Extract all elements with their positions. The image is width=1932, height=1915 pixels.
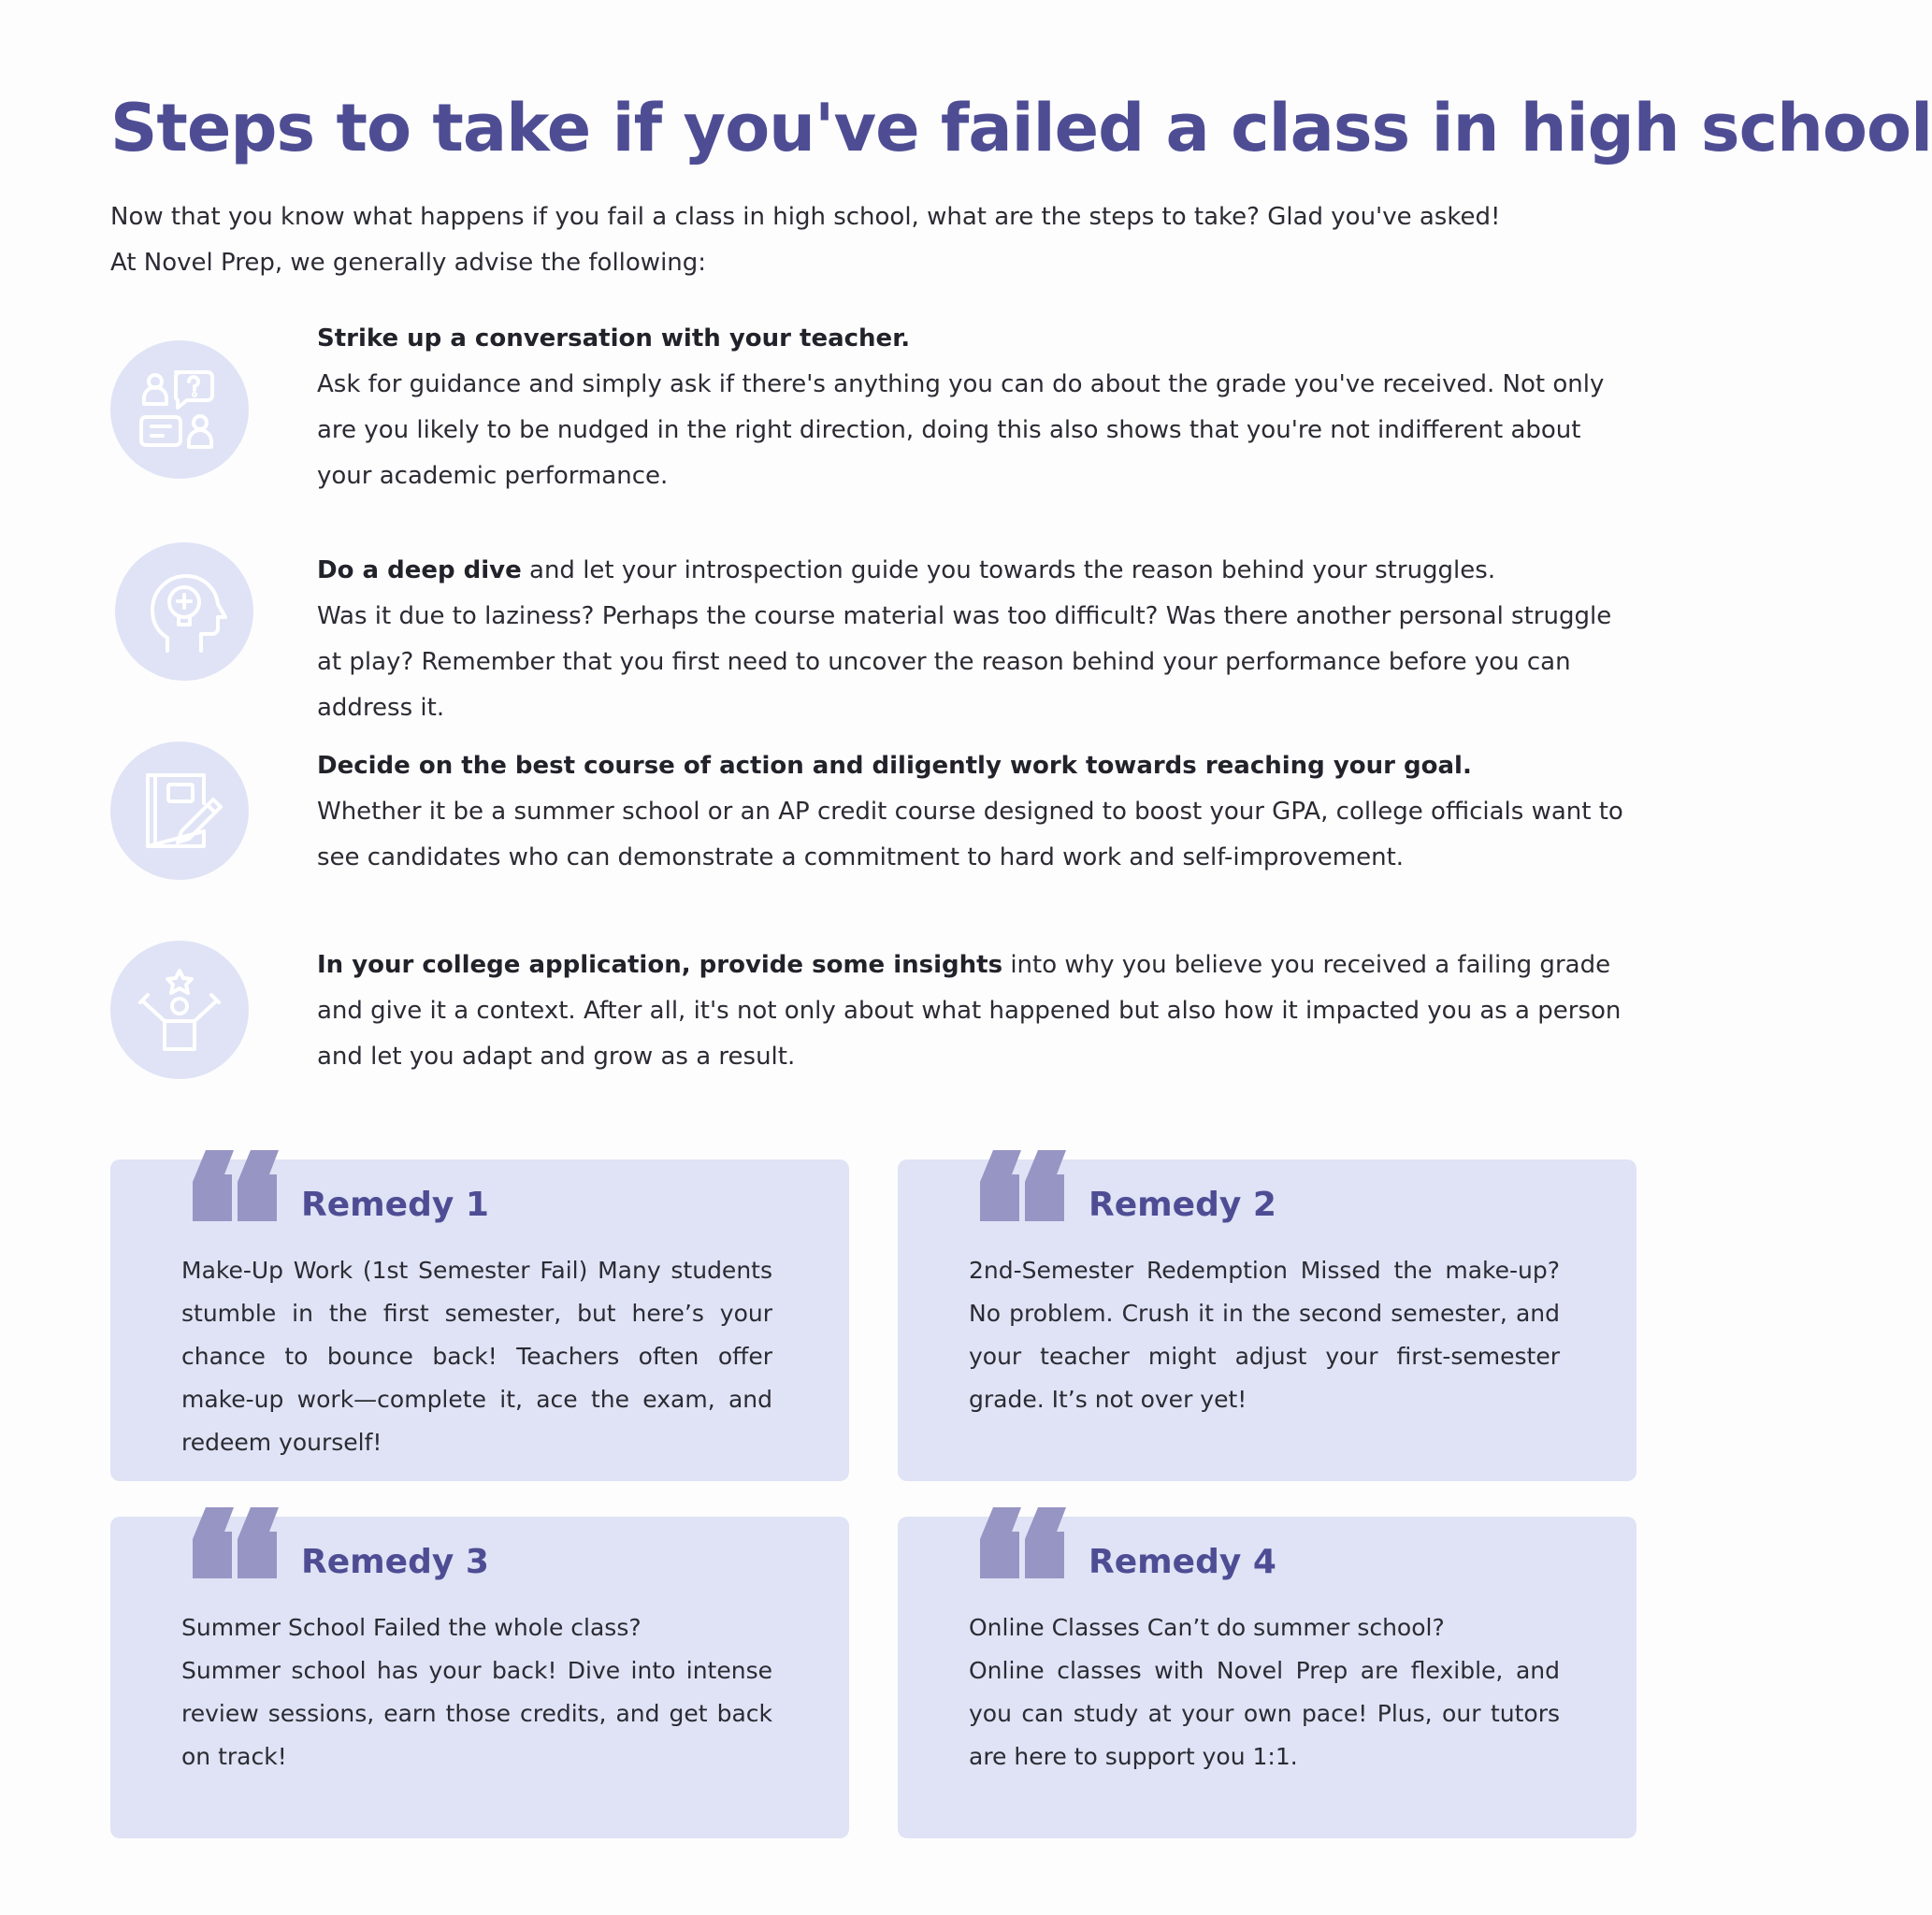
step-2-heading: Do a deep dive [317,556,522,584]
step-1-text [317,316,1626,499]
remedy-body [969,1249,1560,1421]
intro-line: Now that you know what happens if you fail a class in high school, what are the steps to take? Glad you've asked! [110,203,1501,231]
quote-icon [193,1507,282,1578]
remedy-title: Remedy 3 [301,1543,489,1581]
remedy-text: 2nd-Semester Redemption Missed the make-up? No problem. Crush it in the second semester, and your teacher might adjust your first-semester grade. It’s not over yet! [969,1257,1560,1413]
step-2-text [317,548,1626,731]
remedy-title: Remedy 4 [1089,1543,1276,1581]
person-star-icon [110,941,249,1079]
remedy-card [898,1517,1636,1838]
remedy-body [181,1249,772,1464]
step-2-body: Was it due to laziness? Perhaps the course material was too difficult? Was there another personal struggle at play? Remember that you first need to uncover the reason behind your performance before you can address it. [317,602,1612,722]
remedy-card [110,1517,849,1838]
step-3-text [317,743,1626,881]
remedy-card [110,1159,849,1481]
quote-icon [193,1150,282,1221]
remedy-text: Online Classes Can’t do summer school? [969,1614,1445,1641]
step-4-text [317,943,1626,1080]
step-4-heading: In your college application, provide some insights [317,951,1003,979]
remedy-body [181,1606,772,1778]
page-title: Steps to take if you've failed a class in high school [110,90,1932,166]
remedy-text: Online classes with Novel Prep are flexible, and you can study at your own pace! Plus, our tutors are here to support you 1:1. [969,1657,1560,1770]
step-1-body: Ask for guidance and simply ask if there's anything you can do about the grade you've received. Not only are you likely to be nudged in the right direction, doing this also shows that you're not indifferent about your academic performance. [317,370,1605,490]
remedy-title: Remedy 1 [301,1186,489,1224]
remedy-card [898,1159,1636,1481]
step-3-heading: Decide on the best course of action and diligently work towards reaching your goal. [317,752,1472,780]
conversation-icon [110,340,249,479]
remedy-text: Summer school has your back! Dive into intense review sessions, earn those credits, and get back on track! [181,1657,772,1770]
remedy-text: Summer School Failed the whole class? [181,1614,642,1641]
notepad-pencil-icon [110,742,249,880]
quote-icon [980,1507,1070,1578]
remedy-title: Remedy 2 [1089,1186,1276,1224]
step-4-body: into why you believe you received a failing grade and give it a context. After all, it's not only about what happened but also how it impacted you as a person and let you adapt and grow as a result. [317,951,1622,1071]
intro [110,194,1607,286]
remedy-body [969,1606,1560,1778]
step-3-body: Whether it be a summer school or an AP credit course designed to boost your GPA, college officials want to see candidates who can demonstrate a commitment to hard work and self-improvement. [317,798,1623,871]
step-2-heading-rest: and let your introspection guide you towards the reason behind your struggles. [521,556,1496,584]
head-lightbulb-icon [115,542,253,681]
remedy-text: Make-Up Work (1st Semester Fail) Many students stumble in the first semester, but here’s your chance to bounce back! Teachers often offer make-up work—complete it, ace the exam, and redeem yourself! [181,1257,772,1456]
quote-icon [980,1150,1070,1221]
step-1-heading: Strike up a conversation with your teacher. [317,324,911,353]
intro-line: At Novel Prep, we generally advise the following: [110,249,707,277]
